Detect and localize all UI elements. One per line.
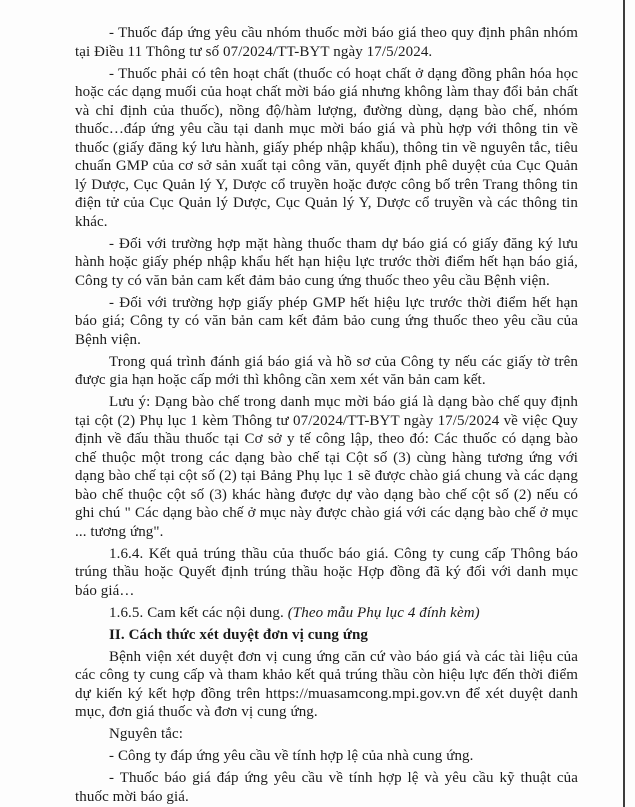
text-segment: - Thuốc đáp ứng yêu cầu nhóm thuốc mời báo giá theo quy định phân nhóm tại Điều 11 Thông tư số 07/2024/TT-BYT ngày 17/5/2024. xyxy=(75,25,578,60)
text-segment: Lưu ý: Dạng bào chế trong danh mục mời báo giá là dạng bào chế quy định tại cột (2) Phụ lục 1 kèm Thông tư 07/2024/TT-BYT ngày 17/5/2024 về việc Quy định về đấu thầu thuốc tại Cơ sở y tế công lập, theo đó: Các thuốc có dạng bào chế thuộc một trong các dạng bào chế tại Cột số (3) cùng hàng tương ứng với dạng bào chế tại cột số (2) tại Bảng Phụ lục 1 sẽ được chào giá chung và các dạng bào chế thuộc cột số (3) khác hàng được dự vào dạng bào chế cột số (2) nếu có ghi chú " Các dạng bào chế ở mục này được chào giá với các dạng bào chế ở mục ... tương ứng". xyxy=(75,394,578,540)
document-paragraph xyxy=(75,24,578,61)
document-paragraph xyxy=(75,353,578,390)
document-paragraph xyxy=(75,235,578,291)
document-paragraph xyxy=(75,65,578,232)
document-paragraph xyxy=(75,604,578,623)
text-segment: 1.6.4. Kết quả trúng thầu của thuốc báo giá. Công ty cung cấp Thông báo trúng thầu hoặc Quyết định trúng thầu hoặc Hợp đồng đã ký đối với danh mục báo giá… xyxy=(75,545,578,599)
document-paragraph xyxy=(75,648,578,722)
text-segment: Bệnh viện xét duyệt đơn vị cung ứng căn cứ vào báo giá và các tài liệu của các công ty cung cấp và tham khảo kết quả trúng thầu còn hiệu lực đến thời điểm dự kiến ký kết hợp đồng trên https://muasamcong.mpi.gov.vn để xét duyệt danh mục, đơn giá thuốc và đơn vị cung ứng. xyxy=(75,648,578,720)
text-segment: II. Cách thức xét duyệt đơn vị cung ứng xyxy=(109,626,368,643)
document-paragraph xyxy=(75,769,578,806)
document-paragraph xyxy=(75,747,578,766)
text-segment: Trong quá trình đánh giá báo giá và hồ sơ của Công ty nếu các giấy tờ trên được gia hạn hoặc cấp mới thì không cần xem xét văn bản cam kết. xyxy=(75,353,578,388)
text-segment: - Thuốc báo giá đáp ứng yêu cầu về tính hợp lệ và yêu cầu kỹ thuật của thuốc mời báo giá. xyxy=(75,770,578,805)
document-paragraph xyxy=(75,393,578,541)
document-body xyxy=(75,24,578,807)
document-paragraph xyxy=(75,725,578,744)
document-paragraph xyxy=(75,545,578,601)
scan-edge-line xyxy=(623,0,625,807)
section-heading xyxy=(75,626,578,645)
text-segment: - Thuốc phải có tên hoạt chất (thuốc có hoạt chất ở dạng đồng phân hóa học hoặc các dạng muối của hoạt chất mời báo giá nhưng không làm thay đổi bản chất và chỉ định của thuốc), nồng độ/hàm lượng, đường dùng, dạng bào chế, nhóm thuốc…đáp ứng yêu cầu tại danh mục mời báo giá và phù hợp với thông tin về thuốc (giấy đăng ký lưu hành, giấy phép nhập khẩu), thông tin về nguyên tắc, tiêu chuẩn GMP của cơ sở sản xuất tại công văn, quyết định phê duyệt của Cục Quản lý Dược, Cục Quản lý Y, Dược cổ truyền hoặc được công bố trên Trang thông tin điện tử của Cục Quản lý Dược, Cục Quản lý Y, Dược cổ truyền và các thông tin khác. xyxy=(75,65,578,230)
text-segment: - Đối với trường hợp mặt hàng thuốc tham dự báo giá có giấy đăng ký lưu hành hoặc giấy phép nhập khẩu hết hạn hiệu lực trước thời điểm hết hạn báo giá, Công ty có văn bản cam kết đảm bảo cung ứng thuốc theo yêu cầu Bệnh viện. xyxy=(75,235,578,289)
text-segment: (Theo mẫu Phụ lục 4 đính kèm) xyxy=(287,604,480,621)
text-segment: - Công ty đáp ứng yêu cầu về tính hợp lệ của nhà cung ứng. xyxy=(109,748,474,764)
document-paragraph xyxy=(75,294,578,350)
text-segment: - Đối với trường hợp giấy phép GMP hết hiệu lực trước thời điểm hết hạn báo giá; Công ty có văn bản cam kết đảm bảo cung ứng thuốc theo yêu cầu của Bệnh viện. xyxy=(75,294,578,348)
text-segment: 1.6.5. Cam kết các nội dung. xyxy=(109,604,288,621)
text-segment: Nguyên tắc: xyxy=(109,726,183,742)
